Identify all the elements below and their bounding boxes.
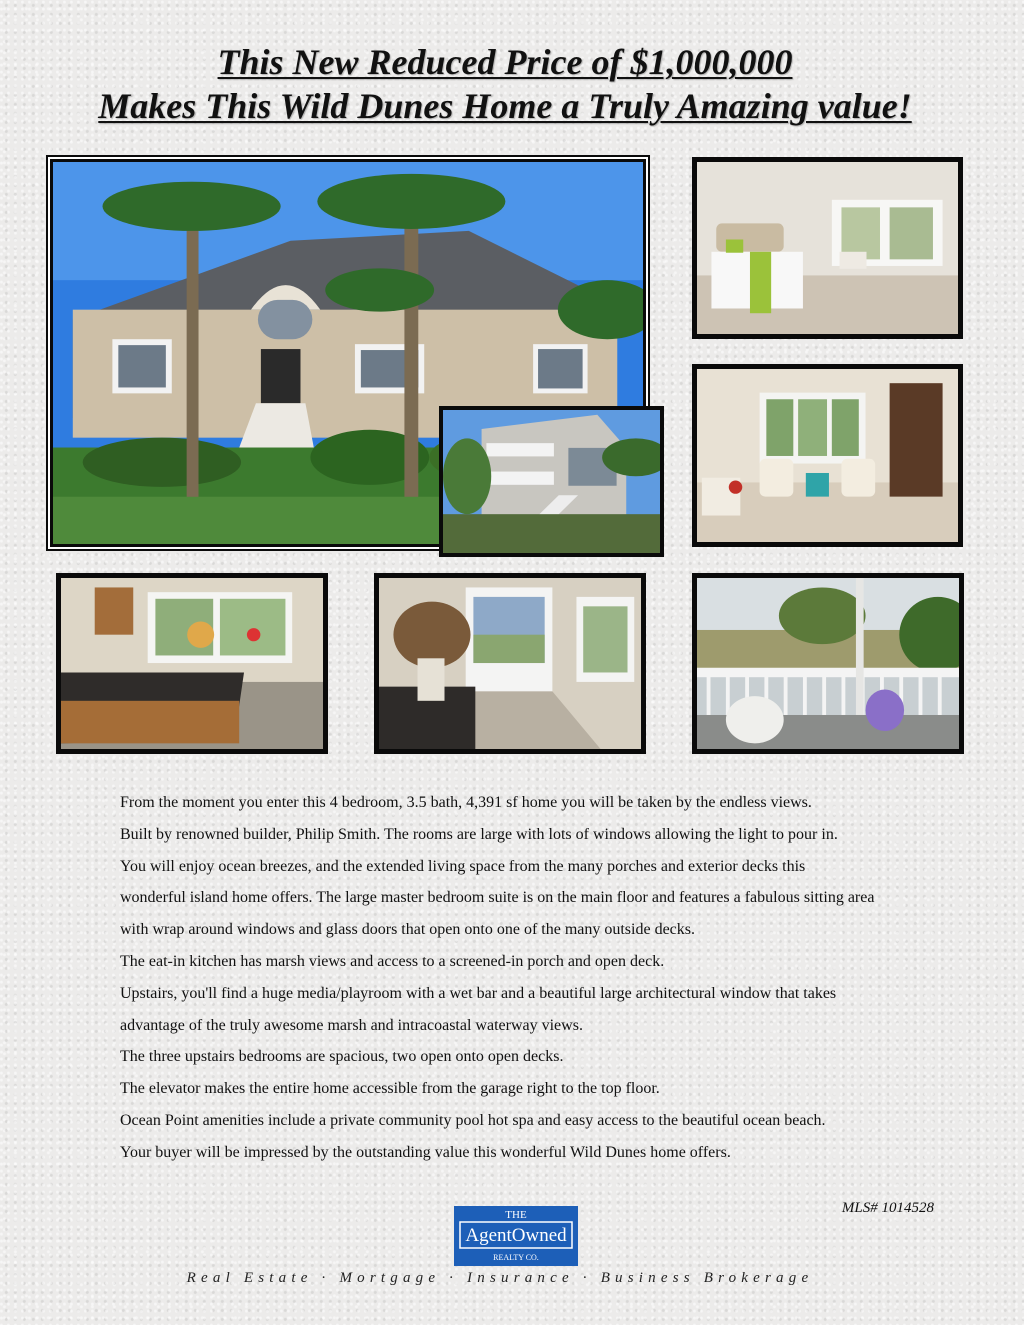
description-line: Upstairs, you'll find a huge media/playroom with a wet bar and a beautiful large architectural window that takes [120,984,837,1002]
logo-bottom-text: REALTY CO. [493,1253,539,1262]
headline-line-2: Makes This Wild Dunes Home a Truly Amazing value! [98,86,912,126]
logo-main-text: AgentOwned [465,1225,567,1246]
screened-porch-photo [692,573,964,754]
description-line: From the moment you enter this 4 bedroom, 3.5 bath, 4,391 sf home you will be taken by the endless views. [120,794,812,811]
logo-top-text: THE [505,1209,527,1221]
description-line: with wrap around windows and glass doors that open onto one of the many outside decks. [120,921,696,939]
description-line: The three upstairs bedrooms are spacious, two open onto open decks. [120,1048,564,1066]
house-exterior-rear-photo [439,406,664,557]
flyer-headline [0,40,1010,128]
kitchen-doorway-photo [374,573,646,754]
description-line: advantage of the truly awesome marsh and intracoastal waterway views. [120,1016,583,1034]
kitchen-photo [56,573,328,754]
property-description [120,787,1000,1169]
master-bedroom-photo [692,157,963,339]
description-line: Built by renowned builder, Philip Smith. The rooms are large with lots of windows allowing the light to pour in. [120,825,838,843]
agentowned-logo [454,1206,578,1266]
description-line: Ocean Point amenities include a private community pool hot spa and easy access to the beautiful ocean beach. [120,1111,826,1129]
description-line: The eat-in kitchen has marsh views and access to a screened-in porch and open deck. [120,952,665,970]
headline-line-1: This New Reduced Price of $1,000,000 [217,42,793,82]
sitting-area-photo [692,364,963,547]
description-line: wonderful island home offers. The large master bedroom suite is on the main floor and features a fabulous sitting area [120,889,875,907]
services-tagline: Real Estate · Mortgage · Insurance · Business Brokerage [186,1270,814,1286]
description-line: The elevator makes the entire home accessible from the garage right to the top floor. [120,1080,660,1098]
description-line: You will enjoy ocean breezes, and the extended living space from the many porches and exterior decks this [120,857,806,875]
mls-number: MLS# 1014528 [841,1200,934,1216]
description-line: Your buyer will be impressed by the outstanding value this wonderful Wild Dunes home offers. [120,1143,731,1161]
